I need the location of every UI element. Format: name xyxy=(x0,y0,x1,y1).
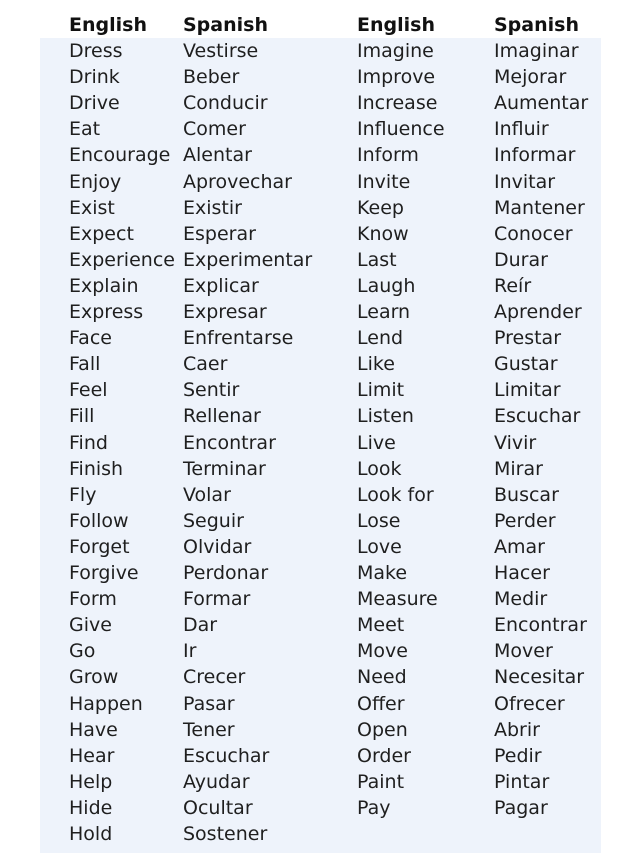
english-word: Paint xyxy=(357,770,405,793)
spanish-word: Necesitar xyxy=(494,666,585,689)
spanish-word: Ayudar xyxy=(183,770,250,793)
english-word: Hear xyxy=(69,744,115,767)
english-word: Forgive xyxy=(69,562,139,584)
spanish-word: Mejorar xyxy=(494,66,567,89)
english-word: Move xyxy=(357,640,408,663)
spanish-word: Pedir xyxy=(494,744,542,767)
spanish-word: Mirar xyxy=(494,457,543,480)
english-word: Order xyxy=(357,744,411,767)
english-word: Give xyxy=(69,614,112,637)
spanish-word: Escuchar xyxy=(183,744,270,767)
spanish-word: Medir xyxy=(494,588,548,611)
english-word: Find xyxy=(69,431,108,454)
header-left-spanish: Spanish xyxy=(183,14,268,36)
english-word: Happen xyxy=(69,692,143,715)
spanish-word: Pagar xyxy=(494,796,548,819)
english-word: Offer xyxy=(357,692,405,715)
english-word: Open xyxy=(357,718,408,741)
spanish-word: Alentar xyxy=(183,144,252,167)
english-word: Laugh xyxy=(357,274,416,297)
english-word: Listen xyxy=(357,405,414,428)
spanish-word: Expresar xyxy=(183,301,267,323)
spanish-word: Informar xyxy=(494,144,576,167)
spanish-word: Crecer xyxy=(183,666,246,689)
spanish-word: Aprovechar xyxy=(183,170,292,193)
spanish-word: Caer xyxy=(183,353,228,376)
english-word: Hold xyxy=(69,823,113,845)
english-word: Last xyxy=(357,248,397,271)
spanish-word: Perdonar xyxy=(183,562,269,584)
spanish-word: Amar xyxy=(494,535,545,558)
english-word: Hide xyxy=(69,796,113,819)
spanish-word: Vestirse xyxy=(183,40,259,62)
spanish-word: Sentir xyxy=(183,379,240,402)
english-word: Experience xyxy=(69,248,175,271)
spanish-word: Experimentar xyxy=(183,248,313,271)
spanish-word: Conocer xyxy=(494,222,573,245)
spanish-word: Buscar xyxy=(494,483,559,506)
english-word: Know xyxy=(357,222,409,245)
spanish-word: Mover xyxy=(494,640,553,663)
spanish-word: Influir xyxy=(494,118,549,141)
spanish-word: Seguir xyxy=(183,509,244,532)
spanish-word: Perder xyxy=(494,509,556,532)
spanish-word: Pintar xyxy=(494,770,550,793)
spanish-word: Ocultar xyxy=(183,796,253,819)
english-word: Face xyxy=(69,327,112,350)
spanish-word: Mantener xyxy=(494,196,585,219)
spanish-word: Terminar xyxy=(183,457,266,480)
spanish-word: Beber xyxy=(183,66,240,89)
spanish-word: Conducir xyxy=(183,92,268,115)
english-word: Fill xyxy=(69,405,95,428)
spanish-word: Existir xyxy=(183,196,242,219)
english-word: Pay xyxy=(357,796,391,819)
spanish-word: Imaginar xyxy=(494,40,579,62)
english-word: Measure xyxy=(357,588,438,611)
english-word: Imagine xyxy=(357,40,434,62)
english-word: Expect xyxy=(69,222,134,245)
english-word: Invite xyxy=(357,170,411,193)
english-word: Live xyxy=(357,431,396,454)
spanish-word: Sostener xyxy=(183,823,268,845)
spanish-word: Dar xyxy=(183,614,218,637)
english-word: Fall xyxy=(69,353,101,376)
spanish-word: Reír xyxy=(494,274,532,297)
english-word: Encourage xyxy=(69,144,171,167)
spanish-word: Invitar xyxy=(494,170,556,193)
header-left-english: English xyxy=(69,14,147,36)
english-word: Drive xyxy=(69,92,120,115)
english-word: Need xyxy=(357,666,407,689)
spanish-word: Encontrar xyxy=(494,614,587,637)
english-word: Limit xyxy=(357,379,405,402)
spanish-word: Hacer xyxy=(494,562,550,584)
spanish-word: Aprender xyxy=(494,301,582,323)
english-word: Keep xyxy=(357,196,404,219)
spanish-word: Formar xyxy=(183,588,251,611)
spanish-word: Enfrentarse xyxy=(183,327,294,350)
english-word: Have xyxy=(69,718,118,741)
english-word: Lend xyxy=(357,327,404,350)
english-word: Influence xyxy=(357,118,445,141)
header-right-spanish: Spanish xyxy=(494,14,579,36)
english-word: Make xyxy=(357,562,408,584)
english-word: Explain xyxy=(69,274,139,297)
english-word: Meet xyxy=(357,614,405,637)
spanish-word: Encontrar xyxy=(183,431,276,454)
english-word: Form xyxy=(69,588,117,611)
spanish-word: Esperar xyxy=(183,222,256,245)
spanish-word: Limitar xyxy=(494,379,561,402)
spanish-word: Pasar xyxy=(183,692,235,715)
english-word: Like xyxy=(357,353,395,376)
english-word: Enjoy xyxy=(69,170,122,193)
spanish-word: Ofrecer xyxy=(494,692,565,715)
spanish-word: Volar xyxy=(183,483,231,506)
spanish-word: Vivir xyxy=(494,431,537,454)
english-word: Finish xyxy=(69,457,124,480)
english-word: Lose xyxy=(357,509,401,532)
english-word: Fly xyxy=(69,483,97,506)
english-word: Exist xyxy=(69,196,115,219)
spanish-word: Abrir xyxy=(494,718,540,741)
spanish-word: Durar xyxy=(494,248,548,271)
english-word: Eat xyxy=(69,118,101,141)
english-word: Increase xyxy=(357,92,438,115)
english-word: Express xyxy=(69,301,144,323)
spanish-word: Comer xyxy=(183,118,246,141)
spanish-word: Ir xyxy=(183,640,197,663)
spanish-word: Aumentar xyxy=(494,92,589,115)
spanish-word: Tener xyxy=(183,718,235,741)
spanish-word: Explicar xyxy=(183,274,259,297)
english-word: Improve xyxy=(357,66,436,89)
spanish-word: Rellenar xyxy=(183,405,261,428)
english-word: Go xyxy=(69,640,96,663)
english-word: Dress xyxy=(69,40,123,62)
english-word: Drink xyxy=(69,66,120,89)
english-word: Follow xyxy=(69,509,129,532)
header-right-english: English xyxy=(357,14,435,36)
english-word: Learn xyxy=(357,301,411,323)
english-word: Love xyxy=(357,535,402,558)
english-word: Inform xyxy=(357,144,419,167)
english-word: Forget xyxy=(69,535,130,558)
english-word: Grow xyxy=(69,666,119,689)
english-word: Look for xyxy=(357,483,434,506)
english-word: Help xyxy=(69,770,113,793)
spanish-word: Prestar xyxy=(494,327,562,350)
english-word: Feel xyxy=(69,379,108,402)
spanish-word: Gustar xyxy=(494,353,558,376)
spanish-word: Escuchar xyxy=(494,405,581,428)
spanish-word: Olvidar xyxy=(183,535,252,558)
english-word: Look xyxy=(357,457,402,480)
